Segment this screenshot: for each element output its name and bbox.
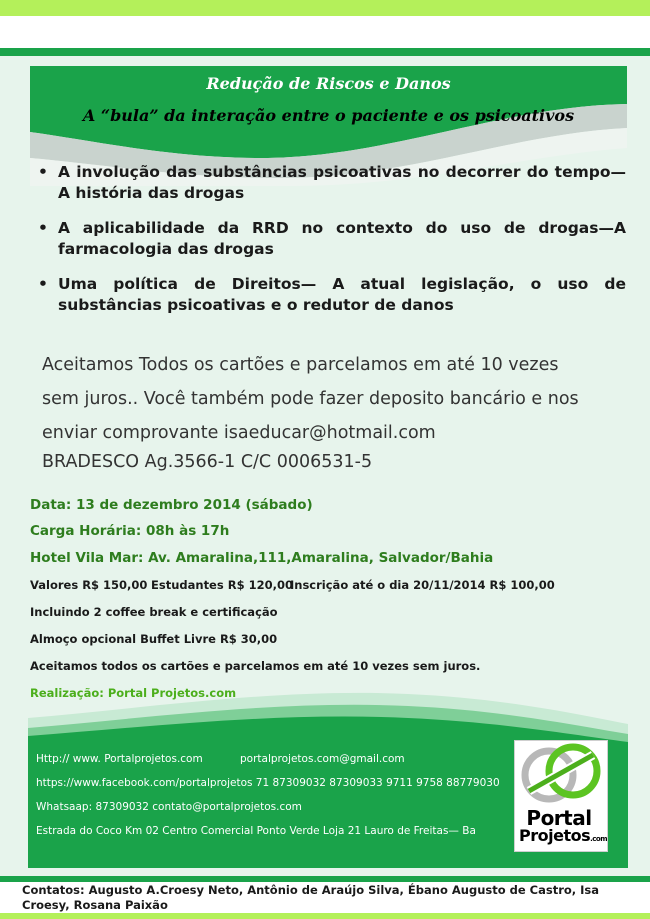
header-subtitle: A “bula” da interação entre o paciente e os psicoativos (82, 106, 575, 125)
bottom-green-strip (0, 876, 650, 882)
lunch-text: Almoço opcional Buffet Livre R$ 30,00 (30, 632, 278, 646)
top-accent-bar (0, 0, 650, 16)
bank-account: BRADESCO Ag.3566-1 C/C 0006531-5 (42, 452, 373, 472)
cards-text: Aceitamos todos os cartões e parcelamos em até 10 vezes sem juros. (30, 659, 481, 673)
topic-text: A involução das substâncias psicoativas no decorrer do tempo—A história das drogas (58, 163, 626, 202)
logo-word-portal: Portal (526, 806, 592, 830)
header-title: Redução de Riscos e Danos (206, 74, 451, 93)
logo-word-projetos (519, 826, 608, 845)
logo-suffix: .com (590, 835, 608, 843)
includes-text: Incluindo 2 coffee break e certificação (30, 605, 278, 619)
footer-whatsapp: Whatsaap: 87309032 contato@portalprojetos.com (36, 801, 302, 813)
organizer-text: Realização: Portal Projetos.com (30, 686, 237, 700)
event-date: Data: 13 de dezembro 2014 (sábado) (30, 497, 313, 513)
bullet-icon: • (38, 163, 48, 181)
topic-item (36, 218, 626, 260)
price-students: Estudantes R$ 120,00 (151, 578, 293, 592)
price-regular: Valores R$ 150,00 (30, 578, 148, 592)
topic-text: A aplicabilidade da RRD no contexto do uso de drogas—A farmacologia das drogas (58, 219, 626, 258)
footer-facebook: https://www.facebook.com/portalprojetos 71 87309032 87309033 9711 9758 88779030 (36, 777, 500, 789)
logo-emblem-icon (515, 741, 607, 807)
payment-line: enviar comprovante isaeducar@hotmail.com (42, 423, 436, 443)
top-green-strip (0, 48, 650, 56)
payment-info (42, 348, 622, 450)
footer-email: portalprojetos.com@gmail.com (240, 753, 405, 765)
topic-item (36, 162, 626, 204)
bullet-icon: • (38, 219, 48, 237)
topic-item (36, 274, 626, 316)
price-early: Inscrição até o dia 20/11/2014 R$ 100,00 (290, 578, 555, 592)
payment-line: sem juros.. Você também pode fazer deposito bancário e nos (42, 389, 579, 409)
footer-address: Estrada do Coco Km 02 Centro Comercial Ponto Verde Loja 21 Lauro de Freitas— Ba (36, 825, 476, 837)
event-venue: Hotel Vila Mar: Av. Amaralina,111,Amaralina, Salvador/Bahia (30, 550, 494, 566)
topics-list (36, 162, 626, 330)
bottom-accent-bar (0, 913, 650, 919)
contacts-line: Contatos: Augusto A.Croesy Neto, Antônio de Araújo Silva, Ébano Augusto de Castro, Isa Croesy, Rosana Paixão (22, 883, 600, 912)
bullet-icon: • (38, 275, 48, 293)
footer-website: Http:// www. Portalprojetos.com (36, 753, 203, 765)
logo-projetos-text: Projetos (519, 826, 591, 845)
topic-text: Uma política de Direitos— A atual legislação, o uso de substâncias psicoativas e o redutor de danos (58, 275, 626, 314)
payment-line: Aceitamos Todos os cartões e parcelamos em até 10 vezes (42, 355, 559, 375)
event-hours: Carga Horária: 08h às 17h (30, 523, 230, 539)
